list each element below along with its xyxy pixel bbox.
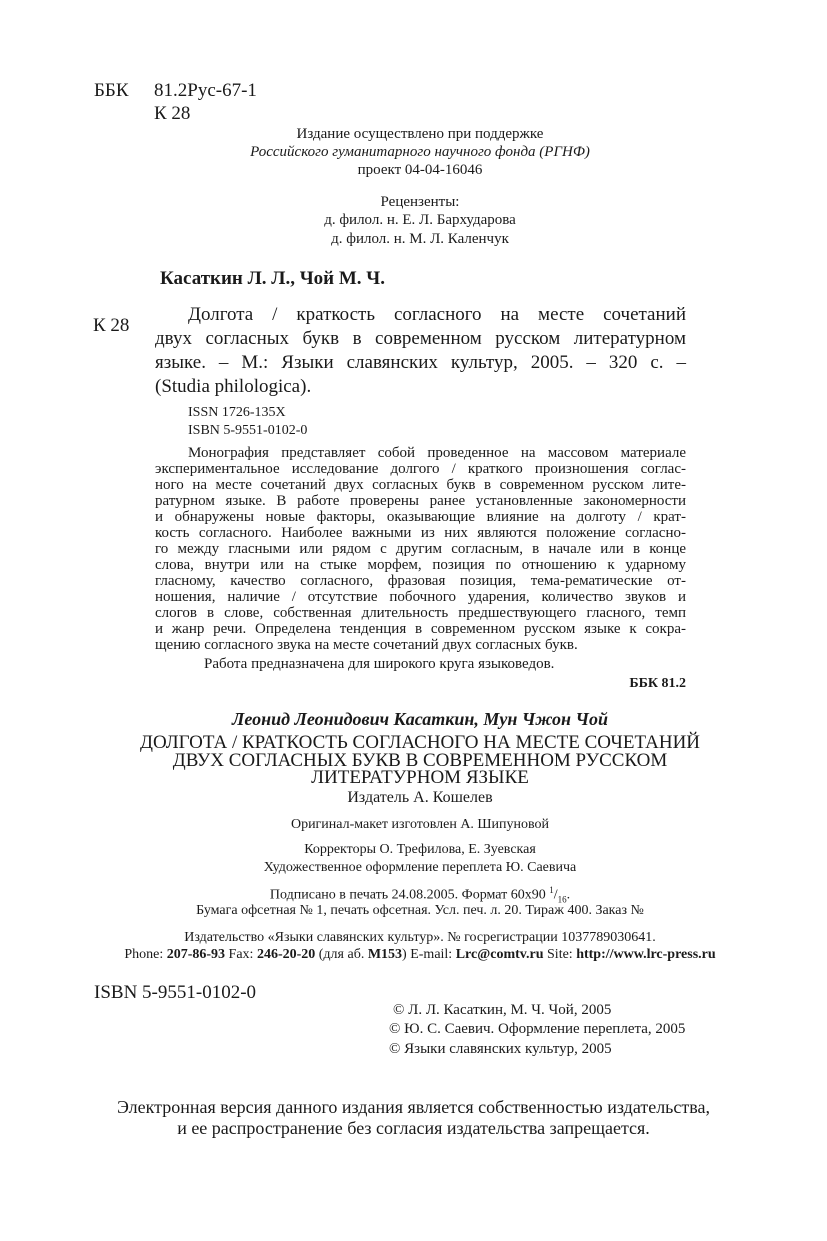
authors-heading: Касаткин Л. Л., Чой М. Ч.: [160, 268, 385, 289]
publisher-house: Издательство «Языки славянских культур». № госрегистрации 1037789030641.: [184, 930, 656, 945]
title-caps-line-3: ЛИТЕРАТУРНОМ ЯЗЫКЕ: [311, 767, 529, 788]
catalog-title-line-4: (Studia philologica).: [155, 376, 312, 397]
abstract-line: ношения, наличие / отсутствие побочного ударения, количество звуков и: [155, 589, 686, 605]
fax-label: Fax:: [225, 947, 257, 962]
signed-text: Подписано в печать 24.08.2005. Формат 60х90: [269, 887, 550, 903]
paper-line: Бумага офсетная № 1, печать офсетная. Усл. печ. л. 20. Тираж 400. Заказ №: [196, 903, 644, 918]
catalog-mark: К 28: [93, 315, 130, 336]
box-number: M153: [367, 947, 403, 962]
signed-suffix: .: [566, 887, 571, 903]
format-denominator: 16: [557, 894, 567, 905]
abstract-audience: Работа предназначена для широкого круга языковедов.: [204, 656, 555, 672]
abstract-line: слова, внутри или на стыке морфем, позиция по отношению к ударному: [155, 557, 686, 573]
fax-number: 246-20-20: [256, 947, 316, 962]
copyright-1: © Л. Л. Касаткин, М. Ч. Чой, 2005: [393, 1002, 612, 1018]
issn: ISSN 1726-135X: [188, 405, 286, 420]
proofreaders: Корректоры О. Трефилова, Е. Зуевская: [304, 842, 536, 857]
notice-line-1: Электронная версия данного издания является собственностью издательства,: [117, 1097, 710, 1117]
cover-design: Художественное оформление переплета Ю. Саевича: [263, 860, 577, 875]
email-label: ) E-mail:: [402, 947, 456, 962]
catalog-title-line-1: Долгота / краткость согласного на месте сочетаний: [188, 304, 686, 325]
reviewers-title: Рецензенты:: [380, 194, 460, 210]
site-label: Site:: [543, 947, 577, 962]
notice-line-2: и ее распространение без согласия издательства запрещается.: [177, 1118, 650, 1138]
abstract-line: го между гласными или рядом с другим согласным, в начале или в конце: [155, 541, 686, 557]
bbk-label: ББК: [94, 80, 129, 101]
title-caps-line-2: ДВУХ СОГЛАСНЫХ БУКВ В СОВРЕМЕННОМ РУССКОМ: [172, 750, 668, 771]
format-numerator: 1: [549, 885, 554, 895]
box-label: (для аб.: [315, 947, 368, 962]
abstract-line: щению согласного звука на месте сочетаний двух согласных букв.: [155, 637, 578, 653]
contacts-line: [0, 947, 827, 963]
abstract-line: ного на месте сочетаний двух согласных букв в современном русском лите-: [155, 477, 686, 493]
abstract-line: и обнаружены новые факторы, оказывающие влияние на долготу / крат-: [155, 509, 686, 525]
bbk-code: 81.2Рус-67-1: [154, 80, 257, 101]
support-line-1: Издание осуществлено при поддержке: [296, 126, 544, 142]
isbn-footer: ISBN 5-9551-0102-0: [94, 982, 257, 1003]
email-link[interactable]: Lrc@comtv.ru: [455, 947, 544, 962]
abstract-line: ратурном языке. В работе проверены ранее установленные закономерности: [155, 493, 686, 509]
copyright-3: © Языки славянских культур, 2005: [389, 1041, 612, 1057]
catalog-title-line-2: двух согласных букв в современном русском литературном: [155, 328, 686, 349]
support-line-3: проект 04-04-16046: [357, 162, 483, 178]
signed-line: [0, 885, 827, 904]
abstract-line: гласному, качество согласного, фразовая позиция, тема-рематические от-: [155, 573, 686, 589]
layout-by: Оригинал-макет изготовлен А. Шипуновой: [290, 817, 550, 832]
reviewer-1: д. филол. н. Е. Л. Бархударова: [324, 212, 516, 228]
abstract-line: слогов в слове, собственная длительность предшествующего гласного, темп: [155, 605, 686, 621]
publisher: Издатель А. Кошелев: [347, 789, 493, 806]
full-authors: Леонид Леонидович Касаткин, Мун Чжон Чой: [231, 709, 609, 729]
bbk-short: ББК 81.2: [629, 676, 686, 691]
abstract-line: и жанр речи. Определена тенденция в современном русском языке к сокра-: [155, 621, 686, 637]
title-caps-line-1: ДОЛГОТА / КРАТКОСТЬ СОГЛАСНОГО НА МЕСТЕ СОЧЕТАНИЙ: [139, 732, 701, 753]
catalog-title-line-3: языке. – М.: Языки славянских культур, 2005. – 320 с. –: [155, 352, 686, 373]
isbn: ISBN 5-9551-0102-0: [188, 423, 308, 438]
reviewer-2: д. филол. н. М. Л. Каленчук: [331, 231, 509, 247]
format-slash: /: [553, 887, 558, 903]
phone-label: Phone:: [124, 947, 167, 962]
abstract-line: кость согласного. Наиболее важными из них являются положение согласно-: [155, 525, 686, 541]
phone-number: 207-86-93: [166, 947, 226, 962]
abstract-line: Монография представляет собой проведенное на массовом материале: [188, 445, 686, 461]
abstract-line: экспериментальное исследование долгого / краткого произношения соглас-: [155, 461, 686, 477]
copyright-2: © Ю. С. Саевич. Оформление переплета, 2005: [389, 1021, 686, 1037]
site-link[interactable]: http://www.lrc-press.ru: [576, 947, 716, 962]
author-mark: К 28: [154, 103, 191, 124]
support-line-2: Российского гуманитарного научного фонда (РГНФ): [250, 144, 590, 160]
